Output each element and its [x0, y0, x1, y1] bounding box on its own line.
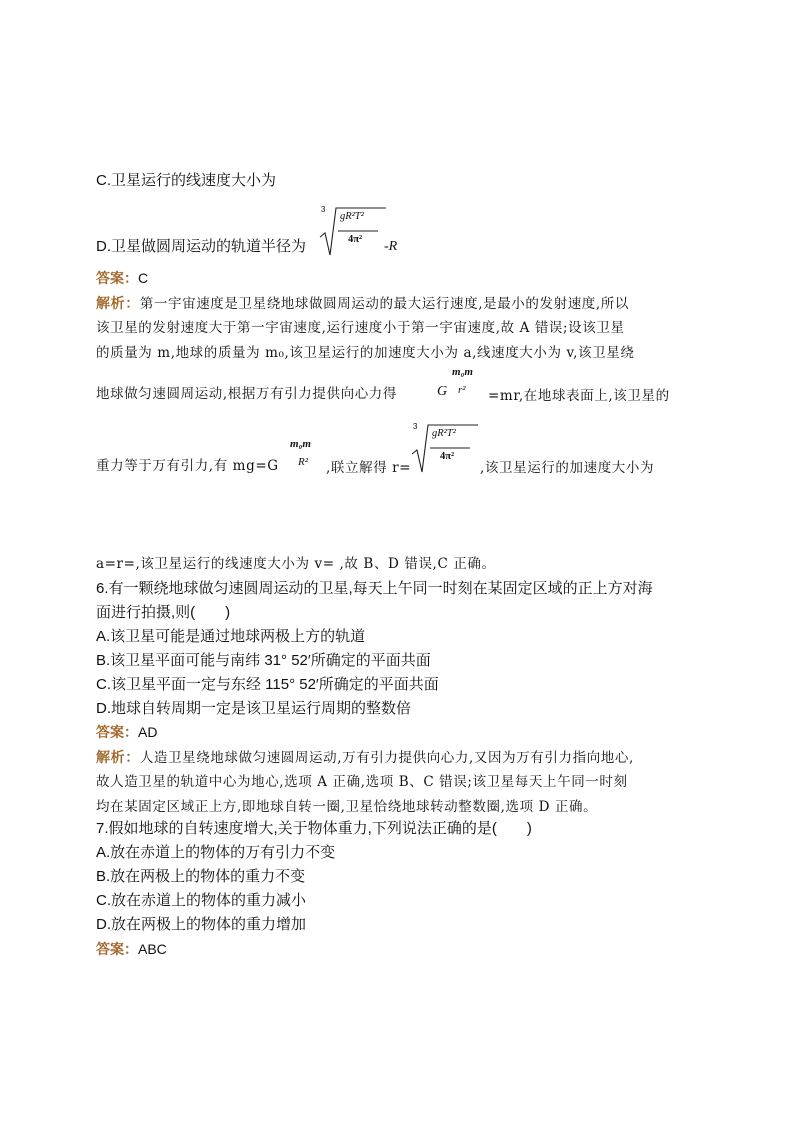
eq3-tail: ,该卫星运行的加速度大小为: [480, 460, 655, 476]
answer-label: 答案：: [96, 270, 138, 286]
explain-label: 解析：: [96, 295, 140, 311]
q6-answer: [96, 722, 157, 744]
q5-option-d: D.卫星做圆周运动的轨道半径为: [96, 238, 307, 255]
answer-value: ABC: [138, 941, 167, 957]
eq1-numerator: m₀m: [452, 366, 473, 378]
explain-label: 解析：: [96, 749, 140, 765]
q5-explain-line-2: 该卫星的发射速度大于第一宇宙速度,运行速度小于第一宇宙速度,故 A 错误;设该卫星: [96, 320, 625, 336]
radical-denominator: 4π²: [440, 451, 455, 462]
q5-option-d-radical: [318, 203, 388, 259]
q6-option-d: D.地球自转周期一定是该卫星运行周期的整数倍: [96, 700, 412, 717]
q6-option-a: A.该卫星可能是通过地球两极上方的轨道: [96, 628, 366, 645]
q5-explain-line-3: 的质量为 m,地球的质量为 m₀,该卫星运行的加速度大小为 a,线速度大小为 v,该卫星绕: [96, 345, 635, 361]
q5-explain-line-1: [96, 293, 629, 314]
radical-index: 3: [413, 422, 418, 431]
q7-option-c: C.放在赤道上的物体的重力减小: [96, 892, 307, 909]
q7-option-d: D.放在两极上的物体的重力增加: [96, 916, 307, 933]
answer-label: 答案：: [96, 941, 138, 957]
q7-stem: 7.假如地球的自转速度增大,关于物体重力,下列说法正确的是( ): [96, 820, 532, 837]
q5-option-d-tail: -R: [384, 239, 398, 254]
q6-explain-line-3: 均在某固定区域正上方,即地球自转一圈,卫星恰绕地球转动整数圈,选项 D 正确。: [96, 799, 598, 815]
q5-explain-line-6: a=r=,该卫星运行的线速度大小为 v= ,故 B、D 错误,C 正确。: [96, 556, 496, 572]
eq1-denominator: r²: [458, 384, 466, 396]
radical-numerator: gR²T²: [432, 428, 456, 439]
eq2-middle: ,联立解得 r=: [326, 460, 412, 476]
answer-value: C: [138, 270, 149, 286]
q7-option-b: B.放在两极上的物体的重力不变: [96, 868, 306, 885]
q5-explain-line-5: [96, 456, 279, 476]
explain-text: 重力等于万有引力,有 mg=G: [96, 458, 279, 474]
eq1-tail: =mr,在地球表面上,该卫星的: [488, 388, 670, 404]
eq2-numerator: m₀m: [290, 438, 311, 450]
radical-numerator: gR²T²: [340, 211, 364, 222]
eq2-denominator: R²: [298, 456, 309, 468]
radical-denominator: 4π²: [348, 234, 363, 245]
answer-label: 答案：: [96, 724, 138, 740]
q6-option-c: C.该卫星平面一定与东经 115° 52′所确定的平面共面: [96, 676, 439, 693]
explain-text: 人造卫星绕地球做匀速圆周运动,万有引力提供向心力,又因为万有引力指向地心,: [139, 750, 634, 766]
radical-index: 3: [321, 205, 326, 214]
q6-explain-line-2: 故人造卫星的轨道中心为地心,选项 A 正确,选项 B、C 错误;该卫星每天上午同一时刻: [96, 774, 628, 790]
q6-explain-line-1: [96, 747, 634, 768]
answer-value: AD: [138, 724, 158, 740]
eq1-G: G: [437, 384, 448, 399]
q5-option-c: C.卫星运行的线速度大小为: [96, 172, 277, 189]
q5-answer: [96, 268, 148, 290]
eq3-radical: [410, 420, 480, 476]
q6-stem-line-1: 6.有一颗绕地球做匀速圆周运动的卫星,每天上午同一时刻在某固定区域的正上方对海: [96, 580, 653, 597]
q6-option-b: B.该卫星平面可能与南纬 31° 52′所确定的平面共面: [96, 652, 431, 669]
q7-option-a: A.放在赤道上的物体的万有引力不变: [96, 844, 336, 861]
explain-text: 地球做匀速圆周运动,根据万有引力提供向心力得: [96, 386, 397, 402]
q6-stem-line-2: 面进行拍摄,则( ): [96, 604, 231, 621]
q5-explain-line-4: [96, 384, 397, 404]
q7-answer: [96, 939, 167, 961]
explain-text: 第一宇宙速度是卫星绕地球做圆周运动的最大运行速度,是最小的发射速度,所以: [139, 296, 629, 312]
